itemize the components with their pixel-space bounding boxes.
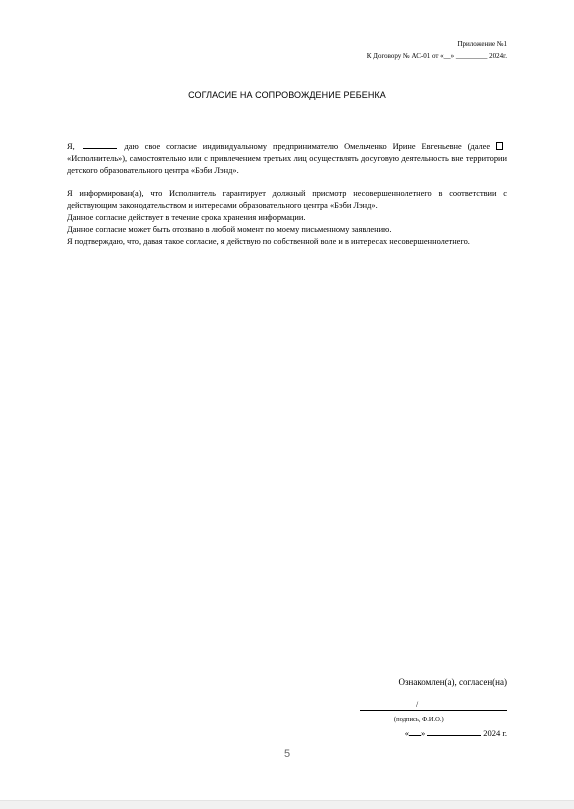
signature-slash: / bbox=[416, 700, 419, 709]
paragraph-revocation: Данное согласие может быть отозвано в любой момент по моему письменному заявлению. bbox=[67, 225, 392, 234]
contract-reference: К Договору № АС-01 от «__» _________ 2024г. bbox=[366, 52, 507, 60]
appendix-label: Приложение №1 bbox=[457, 40, 507, 48]
paragraph-gap bbox=[67, 177, 507, 188]
month-blank bbox=[427, 727, 481, 736]
signature-line bbox=[360, 710, 507, 711]
paragraph-informed: Я информирован(а), что Исполнитель гарантирует должный присмотр несовершеннолетнего в соответствии с действующим законодательством и интересами образовательного центра «Бэби Лэнд». bbox=[67, 189, 507, 210]
appendix-header bbox=[367, 38, 507, 62]
page-number: 5 bbox=[283, 748, 291, 760]
paragraph-confirmation: Я подтверждаю, что, давая такое согласие, я действую по собственной воле и в интересах несовершеннолетнего. bbox=[67, 237, 470, 246]
paragraph-consent bbox=[67, 140, 507, 177]
date-line bbox=[405, 727, 507, 738]
date-open-quote: « bbox=[404, 728, 409, 738]
signature-caption: (подпись, Ф.И.О.) bbox=[394, 716, 444, 723]
dash-placeholder-icon bbox=[496, 142, 503, 150]
consent-rest: даю свое согласие индивидуальному предпринимателю Омельченко Ирине Евгеньевне (далее bbox=[124, 142, 491, 151]
consent-start: Я, bbox=[67, 142, 75, 151]
document-body bbox=[67, 140, 507, 248]
familiarized-label: Ознакомлен(а), согласен(на) bbox=[398, 677, 507, 687]
date-year: 2024 г. bbox=[483, 728, 507, 738]
consent-line2: «Исполнитель»), самостоятельно или с привлечением третьих лиц осуществлять досуговую деятельность вне территории детского образовательного центра «Бэби Лэнд». bbox=[67, 154, 507, 175]
date-close-quote: » bbox=[420, 728, 426, 738]
name-blank bbox=[83, 140, 117, 149]
paragraph-validity: Данное согласие действует в течение срока хранения информации. bbox=[67, 213, 306, 222]
day-blank bbox=[409, 727, 421, 736]
document-title: СОГЛАСИЕ НА СОПРОВОЖДЕНИЕ РЕБЕНКА bbox=[188, 90, 386, 100]
